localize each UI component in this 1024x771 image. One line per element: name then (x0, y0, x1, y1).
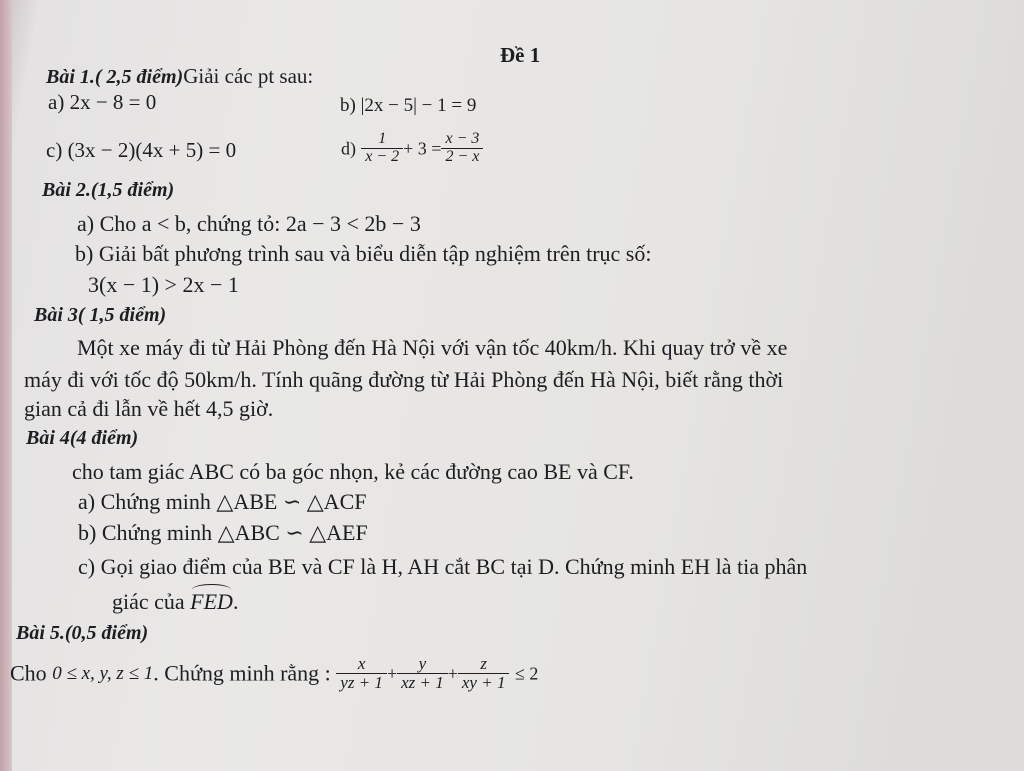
bai1-header (46, 66, 313, 87)
exam-title: Đề 1 (500, 43, 541, 67)
bai4-a: a) Chứng minh △ABE ∽ △ACF (78, 489, 367, 514)
bai5-frac1 (336, 655, 387, 692)
bai1-d-mid: + 3 = (403, 138, 442, 159)
bai1-heading: Bài 1.( 2,5 điểm) (46, 66, 184, 88)
bai1-d-frac1-den: x − 2 (365, 147, 400, 165)
bai4-c-line2 (112, 591, 238, 613)
bai5-lead: Cho (10, 660, 47, 686)
bai1-d (341, 131, 483, 166)
bai5-plus-1: + (386, 663, 398, 684)
bai5-f3-den: xy + 1 (461, 672, 506, 692)
bai4-b: b) Chứng minh △ABC ∽ △AEF (78, 520, 368, 545)
bai5-condition: 0 ≤ x, y, z ≤ 1 (52, 662, 154, 684)
bai1-c: c) (3x − 2)(4x + 5) = 0 (46, 138, 237, 162)
bai1-d-frac1-num: 1 (361, 131, 403, 149)
bai2-heading: Bài 2.(1,5 điểm) (42, 179, 175, 201)
angle-fed: FED (190, 589, 233, 614)
bai4-heading: Bài 4(4 điểm) (26, 427, 139, 449)
bai5-frac2 (397, 655, 448, 692)
bai5-claim: . Chứng minh rằng : (153, 660, 331, 686)
bai1-d-frac2-den: 2 − x (445, 147, 480, 165)
bai5-f3-num: z (458, 655, 510, 674)
bai5-f1-num: x (336, 655, 387, 674)
bai5-f2-den: xz + 1 (401, 672, 444, 692)
bai4-c2-end: . (232, 589, 239, 614)
bai1-instruction: Giải các pt sau: (183, 64, 314, 88)
bai1-d-label: d) (341, 138, 356, 159)
bai5-statement (10, 655, 538, 692)
bai3-line2: máy đi với tốc độ 50km/h. Tính quãng đường từ Hải Phòng đến Hà Nội, biết rằng thời (24, 367, 784, 392)
bai5-f2-num: y (397, 655, 448, 674)
bai5-heading: Bài 5.(0,5 điểm) (16, 622, 149, 644)
bai5-tail: ≤ 2 (514, 663, 539, 684)
bai5-plus-2: + (447, 663, 458, 684)
bai3-heading: Bài 3( 1,5 điểm) (34, 304, 167, 326)
bai1-d-fraction-right (441, 131, 483, 166)
bai2-inequality: 3(x − 1) > 2x − 1 (88, 272, 239, 297)
bai3-line1: Một xe máy đi từ Hải Phòng đến Hà Nội với vận tốc 40km/h. Khi quay trở về xe (77, 335, 788, 360)
bai4-c-line1: c) Gọi giao điểm của BE và CF là H, AH cắt BC tại D. Chứng minh EH là tia phân (78, 554, 808, 579)
bai1-d-fraction-left (361, 131, 403, 166)
bai3-line3: gian cả đi lẫn về hết 4,5 giờ. (24, 396, 274, 421)
bai2-b: b) Giải bất phương trình sau và biểu diễn tập nghiệm trên trục số: (75, 241, 652, 266)
bai2-a: a) Cho a < b, chứng tỏ: 2a − 3 < 2b − 3 (77, 211, 421, 236)
bai5-frac3 (458, 655, 510, 692)
bai4-intro: cho tam giác ABC có ba góc nhọn, kẻ các đường cao BE và CF. (72, 459, 634, 484)
bai1-d-frac2-num: x − 3 (441, 131, 483, 149)
bai5-f1-den: yz + 1 (340, 672, 383, 692)
bai4-c2-text: giác của (112, 589, 185, 614)
bai1-b: b) |2x − 5| − 1 = 9 (340, 95, 477, 116)
bai1-a: a) 2x − 8 = 0 (48, 90, 157, 114)
